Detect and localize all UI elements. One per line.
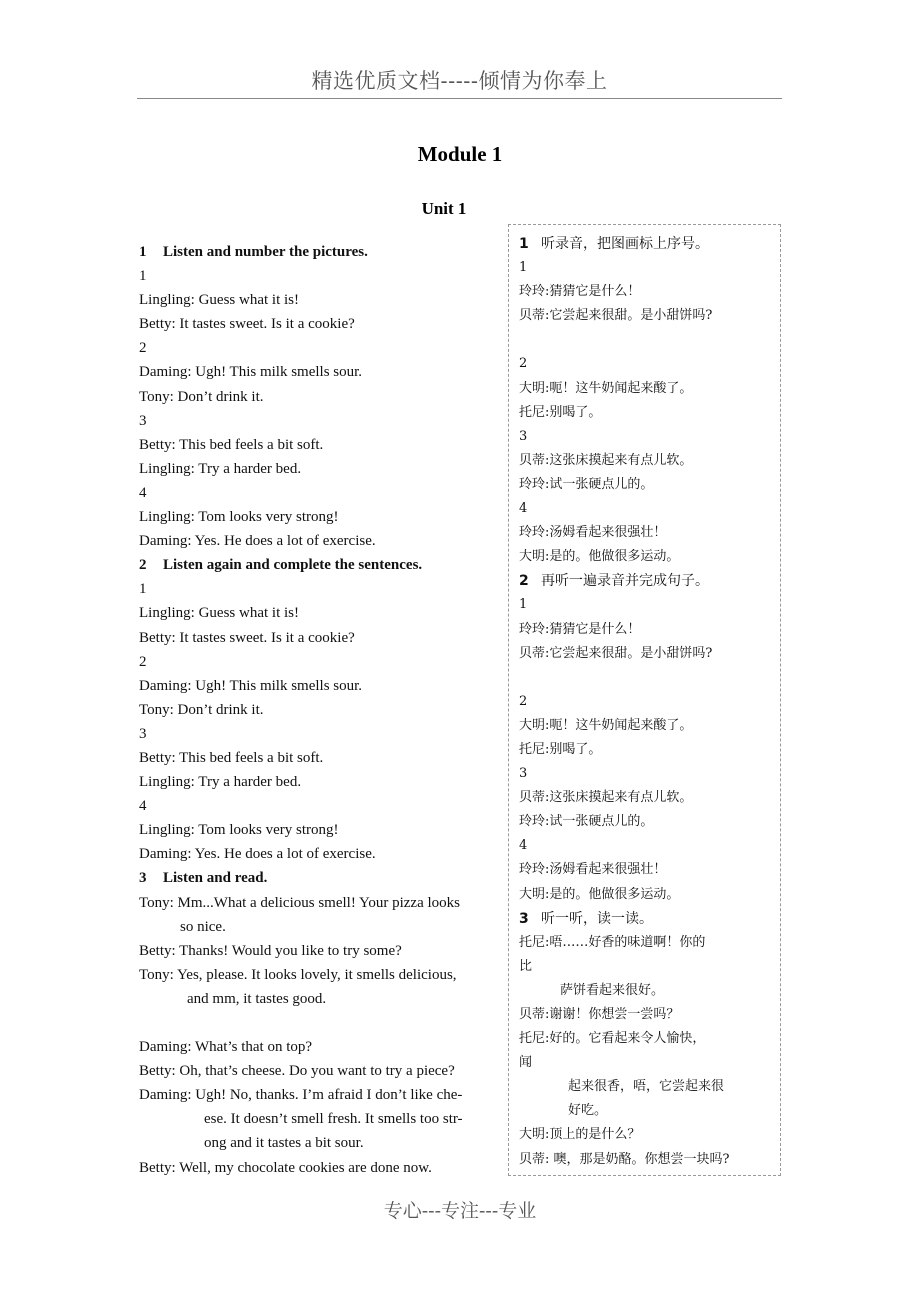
text-line: 贝蒂:这张床摸起来有点儿软。 [519, 452, 693, 468]
text-line: 托尼:别喝了。 [519, 741, 602, 757]
text-line: 贝蒂: 噢，那是奶酪。你想尝一块吗? [519, 1151, 730, 1167]
text-line: Daming: Ugh! No, thanks. I’m afraid I don’t like che- [139, 1087, 463, 1104]
text-line: ong and it tastes a bit sour. [204, 1135, 364, 1152]
chinese-column [519, 232, 777, 1172]
text-line: 托尼:别喝了。 [519, 404, 602, 420]
text-line: 贝蒂:谢谢！你想尝一尝吗？ [519, 1007, 680, 1022]
page-footer: 专心---专注---专业 [383, 1200, 537, 1222]
text-line: Daming: Yes. He does a lot of exercise. [139, 846, 376, 863]
text-line: 贝蒂:它尝起来很甜。是小甜饼吗? [519, 308, 713, 324]
text-line: Tony: Don’t drink it. [139, 701, 264, 718]
text-line: Betty: This bed feels a bit soft. [139, 749, 324, 766]
text-line: 托尼:唔……好香的味道啊！你的 [519, 934, 706, 950]
text-line: 玲玲:试一张硬点儿的。 [519, 476, 654, 492]
text-line: 贝蒂:它尝起来很甜。是小甜饼吗? [519, 645, 713, 661]
page-header [137, 62, 782, 99]
text-line: Betty: Oh, that’s cheese. Do you want to try a piece? [139, 1063, 455, 1080]
text-line: 大明:呃！这牛奶闻起来酸了。 [519, 717, 693, 733]
text-line: 1 [139, 581, 147, 598]
text-line: Lingling: Guess what it is! [139, 605, 299, 622]
text-line: Daming: Yes. He does a lot of exercise. [139, 533, 376, 550]
text-line: Betty: Thanks! Would you like to try some? [139, 942, 402, 959]
text-line: 4 [519, 501, 528, 517]
text-line: 大明:呃！这牛奶闻起来酸了。 [519, 380, 693, 396]
text-line: so nice. [180, 918, 226, 935]
text-line: Betty: It tastes sweet. Is it a cookie? [139, 316, 355, 333]
text-line: ese. It doesn’t smell fresh. It smells too str- [204, 1111, 463, 1128]
text-line: 3 [139, 412, 147, 429]
text-line: Tony: Don’t drink it. [139, 388, 264, 405]
text-line: 2 [519, 693, 528, 709]
module-title: Module 1 [417, 142, 503, 166]
text-line: 玲玲:猜猜它是什么！ [519, 284, 641, 300]
text-line: Daming: Ugh! This milk smells sour. [139, 677, 363, 694]
text-line: 闻 [519, 1055, 533, 1071]
blank-line [139, 1011, 495, 1035]
text-line: Lingling: Tom looks very strong! [139, 509, 339, 526]
section-heading: 1 听录音，把图画标上序号。 [519, 236, 709, 252]
text-line: 2 [519, 356, 528, 372]
section-heading: 2 再听一遍录音并完成句子。 [519, 573, 709, 590]
text-line: 好吃。 [568, 1103, 608, 1119]
text-line: 玲玲:汤姆看起来很强壮！ [519, 862, 667, 878]
text-line: Tony: Yes, please. It looks lovely, it smells delicious, [139, 966, 457, 983]
text-line: 4 [139, 484, 147, 501]
text-line: Lingling: Tom looks very strong! [139, 822, 339, 839]
text-line: 3 [519, 766, 528, 782]
unit-title: Unit 1 [421, 199, 467, 218]
text-line: Lingling: Try a harder bed. [139, 460, 302, 477]
text-line: 2 [139, 653, 147, 670]
text-line: Betty: This bed feels a bit soft. [139, 436, 324, 453]
text-line: 4 [139, 798, 147, 815]
blank-line [519, 328, 777, 352]
text-line: 比 [519, 958, 533, 974]
section-heading: 1 Listen and number the pictures. [139, 244, 368, 260]
text-line: Tony: Mm...What a delicious smell! Your pizza looks [139, 894, 460, 911]
text-line: Daming: Ugh! This milk smells sour. [139, 364, 363, 381]
text-line: 起来很香，唔，它尝起来很 [568, 1079, 725, 1095]
text-line: 1 [519, 597, 528, 613]
section-heading: 3 Listen and read. [139, 870, 268, 887]
blank-line [519, 666, 777, 690]
english-column [139, 240, 495, 1180]
section-heading: 2 Listen again and complete the sentences. [139, 557, 423, 574]
text-line: Betty: It tastes sweet. Is it a cookie? [139, 629, 355, 646]
text-line: 托尼:好的。它看起来令人愉快， [519, 1031, 706, 1047]
text-line: 1 [139, 268, 147, 285]
text-line: 贝蒂:这张床摸起来有点儿软。 [519, 790, 693, 806]
text-line: 3 [519, 428, 528, 444]
text-line: Lingling: Guess what it is! [139, 292, 299, 309]
section-heading: 3 听一听，读一读。 [519, 910, 653, 927]
text-line: Lingling: Try a harder bed. [139, 774, 302, 791]
header-text: 精选优质文档-----倾情为你奉上 [311, 69, 608, 93]
text-line: 3 [139, 725, 147, 742]
text-line: 4 [519, 838, 528, 854]
text-line: 1 [519, 260, 528, 276]
text-line: 萨饼看起来很好。 [560, 982, 665, 998]
text-line: 玲玲:猜猜它是什么！ [519, 621, 641, 637]
text-line: 大明:顶上的是什么？ [519, 1127, 641, 1143]
text-line: 玲玲:汤姆看起来很强壮！ [519, 525, 667, 541]
text-line: 大明:是的。他做很多运动。 [519, 886, 680, 902]
text-line: 大明:是的。他做很多运动。 [519, 549, 680, 565]
text-line: and mm, it tastes good. [187, 990, 327, 1007]
text-line: Daming: What’s that on top? [139, 1039, 313, 1056]
text-line: 2 [139, 340, 147, 357]
text-line: Betty: Well, my chocolate cookies are done now. [139, 1159, 432, 1176]
text-line: 玲玲:试一张硬点儿的。 [519, 814, 654, 830]
